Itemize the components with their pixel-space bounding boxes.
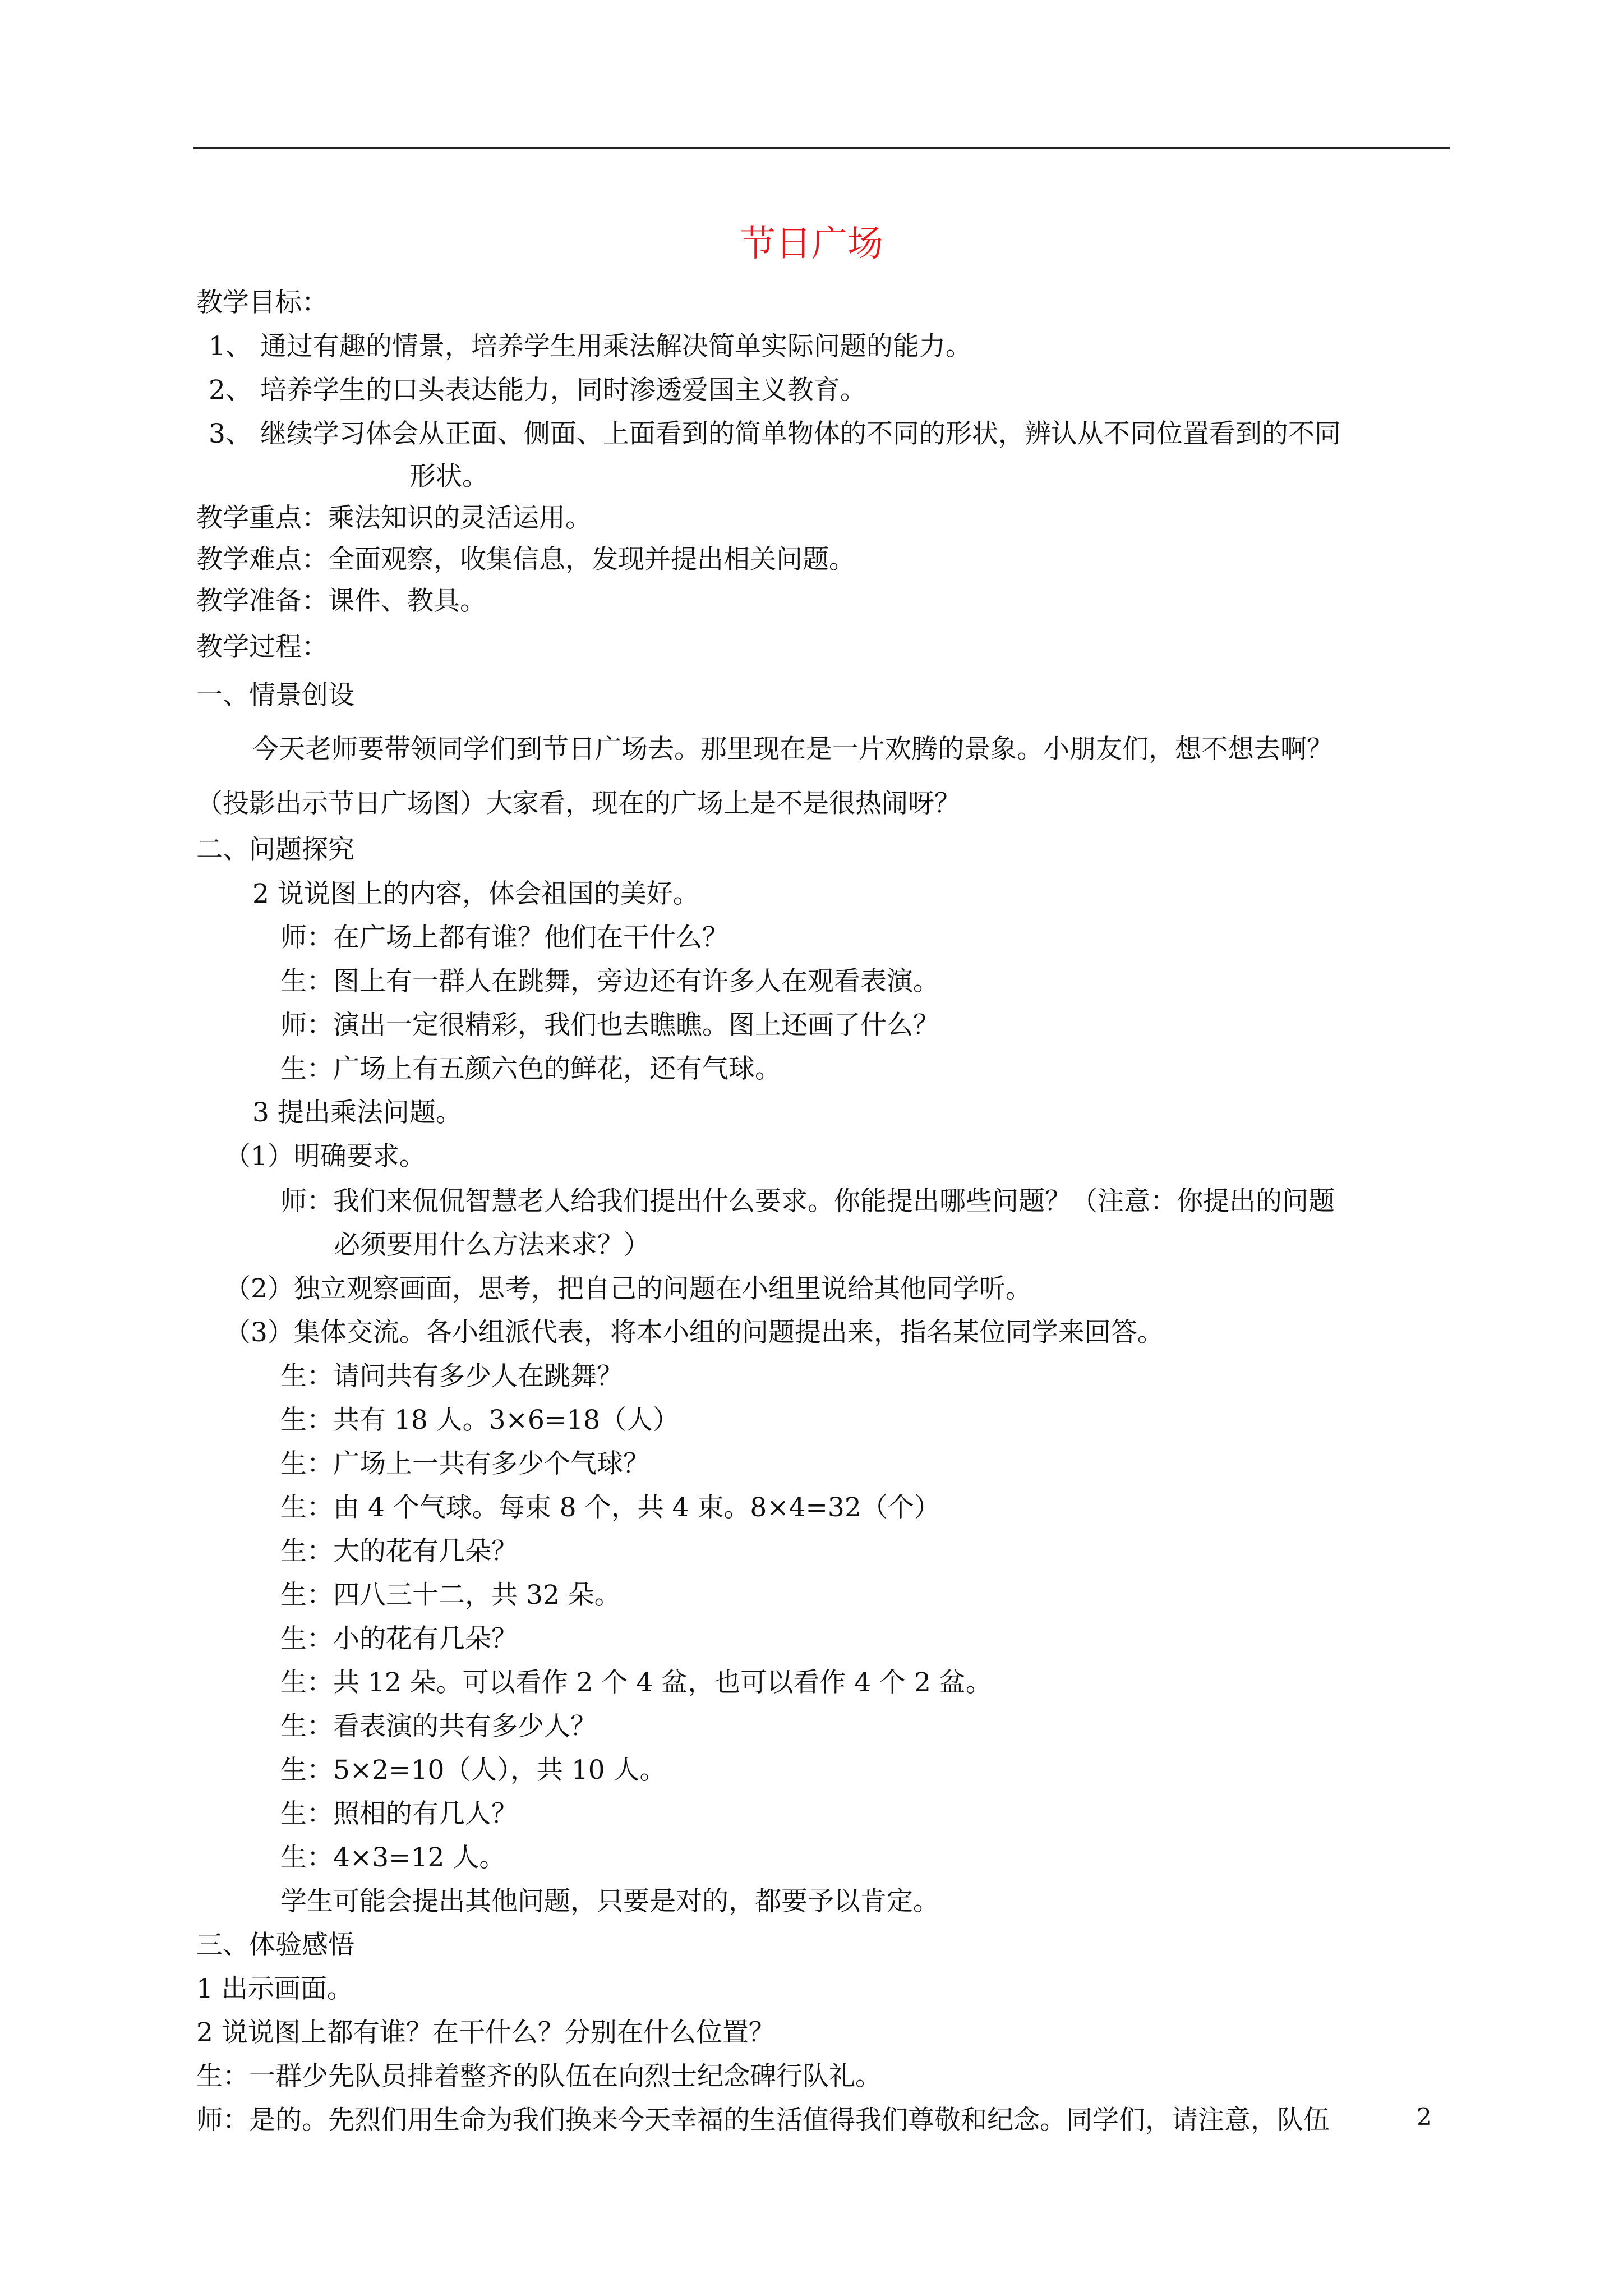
text-line: （1）明确要求。	[224, 1141, 426, 1172]
text-line: 形状。	[409, 461, 488, 492]
text-line: 2 说说图上的内容，体会祖国的美好。	[252, 878, 699, 909]
text-line: 生：四八三十二，共 32 朵。	[280, 1580, 621, 1611]
text-line: 师：在广场上都有谁？他们在干什么？	[280, 922, 728, 953]
text-line: 1 出示画面。	[196, 1973, 353, 2004]
text-line: 3、 继续学习体会从正面、侧面、上面看到的简单物体的不同的形状，辨认从不同位置看到的不同	[209, 418, 1341, 449]
text-line: 2 说说图上都有谁？在干什么？分别在什么位置？	[196, 2017, 775, 2048]
text-line: 生：看表演的共有多少人？	[280, 1711, 597, 1742]
text-line: 生：大的花有几朵？	[280, 1536, 518, 1567]
text-line: 生：4×3=12 人。	[280, 1842, 506, 1873]
text-line: 必须要用什么方法来求？）	[334, 1230, 650, 1260]
text-line: 师：我们来侃侃智慧老人给我们提出什么要求。你能提出哪些问题？（注意：你提出的问题	[280, 1186, 1335, 1217]
page-number: 2	[1417, 2103, 1432, 2131]
text-line: 学生可能会提出其他问题，只要是对的，都要予以肯定。	[280, 1886, 939, 1917]
text-line: 师：是的。先烈们用生命为我们换来今天幸福的生活值得我们尊敬和纪念。同学们，请注意，队伍	[196, 2105, 1330, 2136]
text-line: 二、问题探究	[196, 834, 354, 865]
text-line: （3）集体交流。各小组派代表，将本小组的问题提出来，指名某位同学来回答。	[224, 1317, 1164, 1348]
text-line: 师：演出一定很精彩，我们也去瞧瞧。图上还画了什么？	[280, 1010, 939, 1041]
text-line: 三、体验感悟	[196, 1930, 354, 1961]
text-line: （2）独立观察画面，思考，把自己的问题在小组里说给其他同学听。	[224, 1273, 1032, 1304]
text-line: （投影出示节日广场图）大家看，现在的广场上是不是很热闹呀？	[196, 788, 961, 819]
text-line: 生：广场上一共有多少个气球？	[280, 1448, 649, 1479]
text-line: 生：一群少先队员排着整齐的队伍在向烈士纪念碑行队礼。	[196, 2061, 882, 2092]
text-line: 教学准备：课件、教具。	[196, 586, 486, 616]
text-line: 生：5×2=10（人），共 10 人。	[280, 1755, 666, 1786]
text-line: 生：共 12 朵。可以看作 2 个 4 盆，也可以看作 4 个 2 盆。	[280, 1667, 992, 1698]
text-line: 生：小的花有几朵？	[280, 1623, 518, 1654]
text-line: 今天老师要带领同学们到节日广场去。那里现在是一片欢腾的景象。小朋友们，想不想去啊？	[252, 734, 1333, 765]
text-line: 生：由 4 个气球。每束 8 个，共 4 束。8×4=32（个）	[280, 1492, 940, 1523]
text-line: 教学过程：	[196, 632, 328, 662]
text-line: 生：请问共有多少人在跳舞？	[280, 1361, 623, 1392]
document-title: 节日广场	[740, 223, 883, 265]
text-line: 2、 培养学生的口头表达能力，同时渗透爱国主义教育。	[209, 375, 866, 406]
text-line: 一、情景创设	[196, 680, 354, 711]
text-line: 教学重点：乘法知识的灵活运用。	[196, 503, 592, 533]
text-line: 3 提出乘法问题。	[252, 1097, 462, 1128]
text-line: 生：广场上有五颜六色的鲜花，还有气球。	[280, 1053, 781, 1084]
text-line: 1、 通过有趣的情景，培养学生用乘法解决简单实际问题的能力。	[209, 331, 972, 362]
text-line: 教学难点：全面观察，收集信息，发现并提出相关问题。	[196, 544, 855, 575]
header-rule	[193, 147, 1450, 149]
text-line: 教学目标：	[196, 287, 328, 318]
text-line: 生：照相的有几人？	[280, 1798, 518, 1829]
text-line: 生：共有 18 人。3×6=18（人）	[280, 1405, 680, 1435]
text-line: 生：图上有一群人在跳舞，旁边还有许多人在观看表演。	[280, 966, 939, 997]
